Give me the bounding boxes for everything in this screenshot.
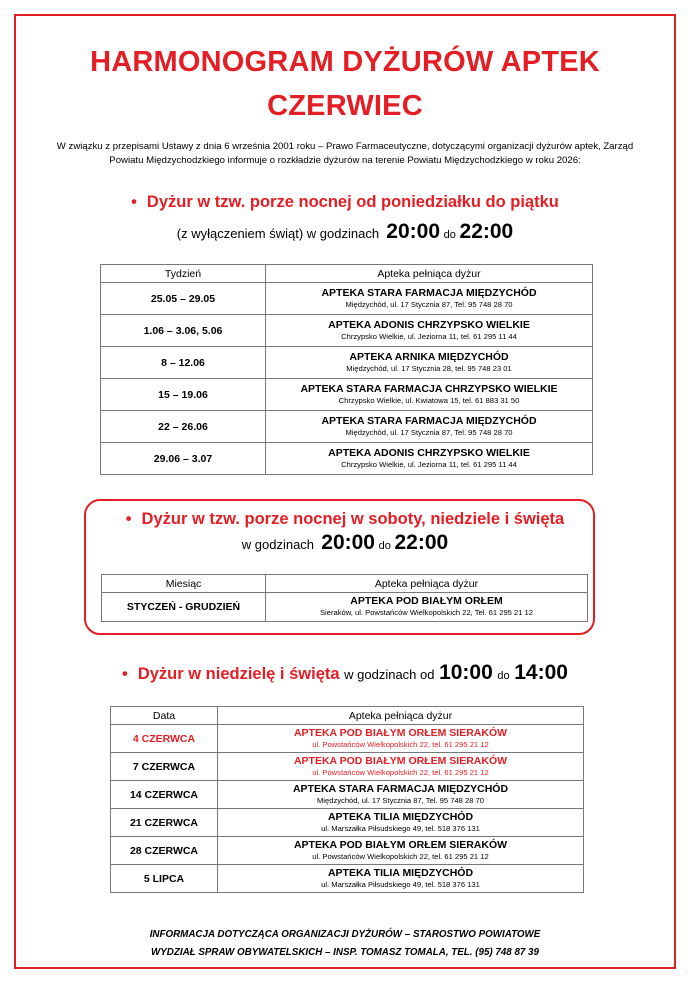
hours-do: do xyxy=(443,229,456,241)
pharmacy-name: APTEKA STARA FARMACJA MIĘDZYCHÓD xyxy=(292,782,509,795)
pharmacy-cell xyxy=(266,411,593,443)
pharmacy-address: Międzychód, ul. 17 Stycznia 28, tel. 95 748 23 01 xyxy=(346,363,512,373)
duty-date: 15 – 19.06 xyxy=(101,379,266,411)
table-row xyxy=(111,753,584,781)
pharmacy-name: APTEKA POD BIAŁYM ORŁEM SIERAKÓW xyxy=(293,754,508,767)
bullet-icon: • xyxy=(122,665,128,683)
footer-line2: WYDZIAŁ SPRAW OBYWATELSKICH – INSP. TOMASZ TOMALA, TEL. (95) 748 87 39 xyxy=(151,947,539,958)
pharmacy-cell xyxy=(266,315,593,347)
table-row xyxy=(111,837,584,865)
pharmacy-name: APTEKA ADONIS CHRZYPSKO WIELKIE xyxy=(328,318,530,331)
section2-heading-text: Dyżur w tzw. porze nocnej w soboty, niedziele i święta xyxy=(141,510,565,528)
duty-date: 4 CZERWCA xyxy=(111,725,218,753)
pharmacy-address: Chrzypsko Wielkie, ul. Kwiatowa 15, tel. 61 883 31 50 xyxy=(338,395,520,405)
section1-hours xyxy=(0,220,690,244)
pharmacy-cell xyxy=(218,865,584,893)
section1-heading xyxy=(0,193,690,212)
pharmacy-address: ul. Marszałka Piłsudskiego 49, tel. 518 376 131 xyxy=(321,879,480,889)
section3-table xyxy=(110,706,584,893)
hours-from: 20:00 xyxy=(386,220,441,243)
duty-date: STYCZEŃ - GRUDZIEŃ xyxy=(102,593,266,622)
pharmacy-address: Sieraków, ul. Powstańców Wielkopolskich 22, Tel. 61 295 21 12 xyxy=(319,608,534,617)
section2-table xyxy=(101,574,588,622)
table-row xyxy=(111,781,584,809)
duty-date: 29.06 – 3.07 xyxy=(101,443,266,475)
bullet-icon: • xyxy=(131,193,137,211)
pharmacy-cell xyxy=(266,379,593,411)
col-header-week: Tydzień xyxy=(101,265,266,283)
pharmacy-name: APTEKA TILIA MIĘDZYCHÓD xyxy=(327,810,474,823)
pharmacy-cell xyxy=(218,753,584,781)
pharmacy-address: ul. Powstańców Wielkopolskich 22, tel. 61 295 21 12 xyxy=(312,739,489,749)
footer-line1: INFORMACJA DOTYCZĄCA ORGANIZACJI DYŻURÓW – STAROSTWO POWIATOWE xyxy=(149,929,541,940)
hours-prefix: w godzinach xyxy=(241,537,315,552)
pharmacy-name: APTEKA ADONIS CHRZYPSKO WIELKIE xyxy=(328,446,530,459)
hours-to: 22:00 xyxy=(459,220,514,243)
col-header-pharmacy: Apteka pełniąca dyżur xyxy=(266,265,593,283)
page-subtitle-month: CZERWIEC xyxy=(267,90,423,122)
intro-text: W związku z przepisami Ustawy z dnia 6 września 2001 roku – Prawo Farmaceutyczne, dotyczącymi organizacji dyżurów aptek, Zarząd Powiatu Międzychodzkiego informuje o rozkładzie dyżurów na terenie Powiatu Międzychodzkiego w roku 2026: xyxy=(56,141,634,166)
pharmacy-name: APTEKA POD BIAŁYM ORŁEM SIERAKÓW xyxy=(293,838,508,851)
hours-from: 20:00 xyxy=(321,531,375,554)
table-row xyxy=(101,283,593,315)
pharmacy-name: APTEKA ARNIKA MIĘDZYCHÓD xyxy=(349,350,509,363)
pharmacy-address: ul. Powstańców Wielkopolskich 22, tel. 61 295 21 12 xyxy=(312,767,489,777)
table-row xyxy=(111,865,584,893)
pharmacy-name: APTEKA POD BIAŁYM ORŁEM xyxy=(350,595,503,607)
section1-heading-text: Dyżur w tzw. porze nocnej od poniedziałku do piątku xyxy=(146,193,559,211)
table-row xyxy=(111,809,584,837)
pharmacy-name: APTEKA TILIA MIĘDZYCHÓD xyxy=(327,866,474,879)
duty-date: 25.05 – 29.05 xyxy=(101,283,266,315)
pharmacy-cell xyxy=(218,725,584,753)
duty-date: 14 CZERWCA xyxy=(111,781,218,809)
duty-date: 28 CZERWCA xyxy=(111,837,218,865)
section2-heading xyxy=(0,510,690,529)
duty-date: 5 LIPCA xyxy=(111,865,218,893)
duty-date: 22 – 26.06 xyxy=(101,411,266,443)
table-row xyxy=(101,315,593,347)
duty-date: 7 CZERWCA xyxy=(111,753,218,781)
col-header-date: Data xyxy=(111,707,218,725)
pharmacy-address: ul. Marszałka Piłsudskiego 49, tel. 518 376 131 xyxy=(321,823,480,833)
section3-heading xyxy=(0,661,690,685)
table-row xyxy=(101,443,593,475)
pharmacy-address: Międzychód, ul. 17 Stycznia 87, Tel. 95 748 28 70 xyxy=(345,299,513,309)
pharmacy-name: APTEKA STARA FARMACJA MIĘDZYCHÓD xyxy=(321,286,537,299)
table-row xyxy=(101,379,593,411)
table-row xyxy=(101,411,593,443)
hours-prefix: w godzinach od xyxy=(344,667,435,682)
pharmacy-address: ul. Powstańców Wielkopolskich 22, tel. 61 295 21 12 xyxy=(312,851,489,861)
table-row xyxy=(101,347,593,379)
hours-do: do xyxy=(378,540,391,552)
page-title: HARMONOGRAM DYŻURÓW APTEK xyxy=(90,46,600,78)
hours-do: do xyxy=(497,670,510,682)
pharmacy-name: APTEKA STARA FARMACJA MIĘDZYCHÓD xyxy=(321,414,537,427)
col-header-month: Miesiąc xyxy=(102,575,266,593)
pharmacy-name: APTEKA POD BIAŁYM ORŁEM SIERAKÓW xyxy=(293,726,508,739)
pharmacy-address: Chrzypsko Wielkie, ul. Jeziorna 11, tel. 61 295 11 44 xyxy=(341,331,517,341)
pharmacy-cell xyxy=(266,593,588,622)
duty-date: 21 CZERWCA xyxy=(111,809,218,837)
pharmacy-cell xyxy=(218,781,584,809)
pharmacy-address: Międzychód, ul. 17 Stycznia 87, Tel. 95 748 28 70 xyxy=(345,427,513,437)
hours-from: 10:00 xyxy=(439,661,493,684)
pharmacy-cell xyxy=(266,443,593,475)
pharmacy-cell xyxy=(218,809,584,837)
col-header-pharmacy: Apteka pełniąca dyżur xyxy=(218,707,584,725)
table-row xyxy=(102,593,588,622)
pharmacy-cell xyxy=(218,837,584,865)
bullet-icon: • xyxy=(125,510,132,528)
section2-hours xyxy=(0,531,690,555)
pharmacy-cell xyxy=(266,283,593,315)
pharmacy-cell xyxy=(266,347,593,379)
section3-heading-text: Dyżur w niedzielę i święta xyxy=(137,665,340,683)
pharmacy-address: Międzychód, ul. 17 Stycznia 87, Tel. 95 748 28 70 xyxy=(316,795,485,805)
hours-to: 22:00 xyxy=(394,531,449,554)
col-header-pharmacy: Apteka pełniąca dyżur xyxy=(266,575,588,593)
duty-date: 1.06 – 3.06, 5.06 xyxy=(101,315,266,347)
hours-to: 14:00 xyxy=(514,661,568,684)
section1-table xyxy=(100,264,593,475)
duty-date: 8 – 12.06 xyxy=(101,347,266,379)
pharmacy-name: APTEKA STARA FARMACJA CHRZYPSKO WIELKIE xyxy=(300,382,558,395)
hours-prefix: (z wyłączeniem świąt) w godzinach xyxy=(176,226,380,241)
pharmacy-address: Chrzypsko Wielkie, ul. Jeziorna 11, tel. 61 295 11 44 xyxy=(341,459,517,469)
table-row xyxy=(111,725,584,753)
